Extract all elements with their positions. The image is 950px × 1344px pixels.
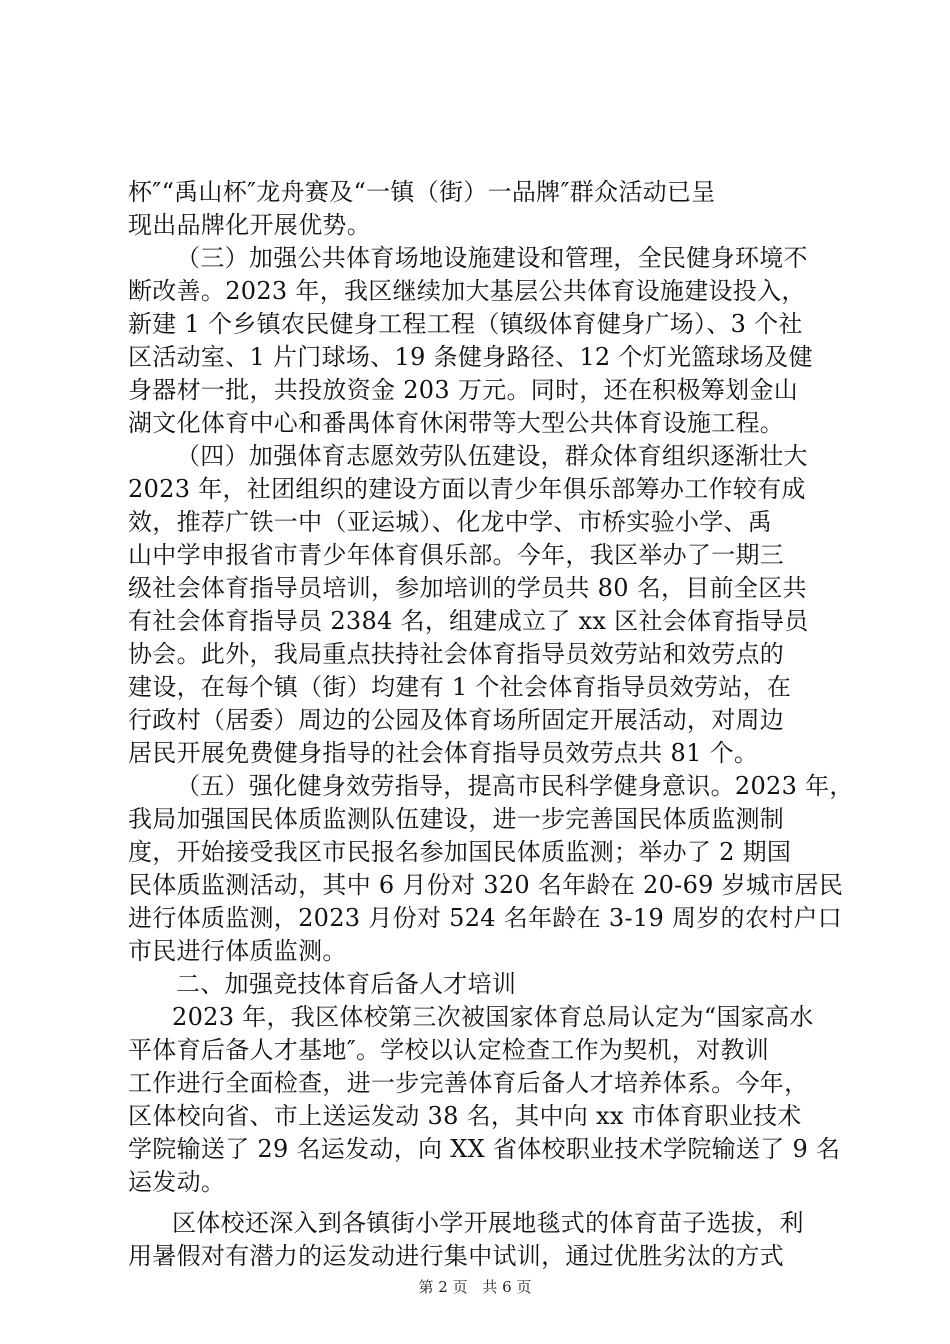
text-line: 区体校还深入到各镇街小学开展地毯式的体育苗子选拔，利	[172, 1209, 804, 1237]
text-line: 身器材一批，共投放资金 203 万元。同时，还在积极筹划金山	[128, 376, 799, 404]
text-line: 协会。此外，我局重点扶持社会体育指导员效劳站和效劳点的	[128, 640, 785, 668]
text-line: （四）加强体育志愿效劳队伍建设，群众体育组织逐渐壮大	[176, 442, 808, 470]
text-line: （三）加强公共体育场地设施建设和管理，全民健身环境不	[176, 244, 808, 272]
page-total: 共 6 页	[482, 1278, 532, 1296]
text-line: 杯″“禹山杯″龙舟赛及“一镇（街）一品牌″群众活动已呈	[128, 178, 716, 206]
text-line: 现出品牌化开展优势。	[128, 211, 371, 239]
text-line: 学院输送了 29 名运发动，向 XX 省体校职业技术学院输送了 9 名	[128, 1135, 841, 1163]
text-line: （五）强化健身效劳指导，提高市民科学健身意识。2023 年，	[176, 772, 854, 800]
text-line: 度，开始接受我区市民报名参加国民体质监测；举办了 2 期国	[128, 838, 792, 866]
text-line: 市民进行体质监测。	[128, 937, 347, 965]
text-line: 2023 年，我区体校第三次被国家体育总局认定为“国家高水	[172, 1003, 814, 1031]
text-line: 运发动。	[128, 1168, 226, 1196]
text-line: 居民开展免费健身指导的社会体育指导员效劳点共 81 个。	[128, 739, 759, 767]
text-line: 进行体质监测，2023 月份对 524 名年龄在 3-19 周岁的农村户口	[128, 904, 843, 932]
page-number: 第 2 页	[418, 1278, 468, 1296]
text-line: 新建 1 个乡镇农民健身工程工程（镇级体育健身广场）、3 个社	[128, 310, 803, 338]
page-footer	[0, 1276, 950, 1297]
text-line: 有社会体育指导员 2384 名，组建成立了 xx 区社会体育指导员	[128, 607, 809, 635]
text-line: 用暑假对有潜力的运发动进行集中试训，通过优胜劣汰的方式	[128, 1242, 785, 1270]
text-line: 工作进行全面检查，进一步完善体育后备人才培养体系。今年，	[128, 1069, 809, 1097]
text-line: 我局加强国民体质监测队伍建设，进一步完善国民体质监测制	[128, 805, 785, 833]
text-line: 建设，在每个镇（街）均建有 1 个社会体育指导员效劳站，在	[128, 673, 792, 701]
text-line: 级社会体育指导员培训，参加培训的学员共 80 名，目前全区共	[128, 574, 807, 602]
section-heading: 二、加强竞技体育后备人才培训	[176, 970, 517, 998]
text-line: 2023 年，社团组织的建设方面以青少年俱乐部筹办工作较有成	[128, 475, 806, 503]
text-line: 区体校向省、市上送运发动 38 名，其中向 xx 市体育职业技术	[128, 1102, 802, 1130]
text-line: 区活动室、1 片门球场、19 条健身路径、12 个灯光篮球场及健	[128, 343, 813, 371]
text-line: 断改善。2023 年，我区继续加大基层公共体育设施建设投入，	[128, 277, 806, 305]
document-body	[128, 176, 854, 1273]
text-line: 平体育后备人才基地″。学校以认定检查工作为契机，对教训	[128, 1036, 770, 1064]
text-line: 行政村（居委）周边的公园及体育场所固定开展活动，对周边	[128, 706, 785, 734]
text-line: 民体质监测活动，其中 6 月份对 320 名年龄在 20-69 岁城市居民	[128, 871, 844, 899]
text-line: 湖文化体育中心和番禺体育休闲带等大型公共体育设施工程。	[128, 409, 785, 437]
text-line: 山中学申报省市青少年体育俱乐部。今年，我区举办了一期三	[128, 541, 785, 569]
text-line: 效，推荐广铁一中（亚运城）、化龙中学、市桥实验小学、禹	[128, 508, 773, 536]
